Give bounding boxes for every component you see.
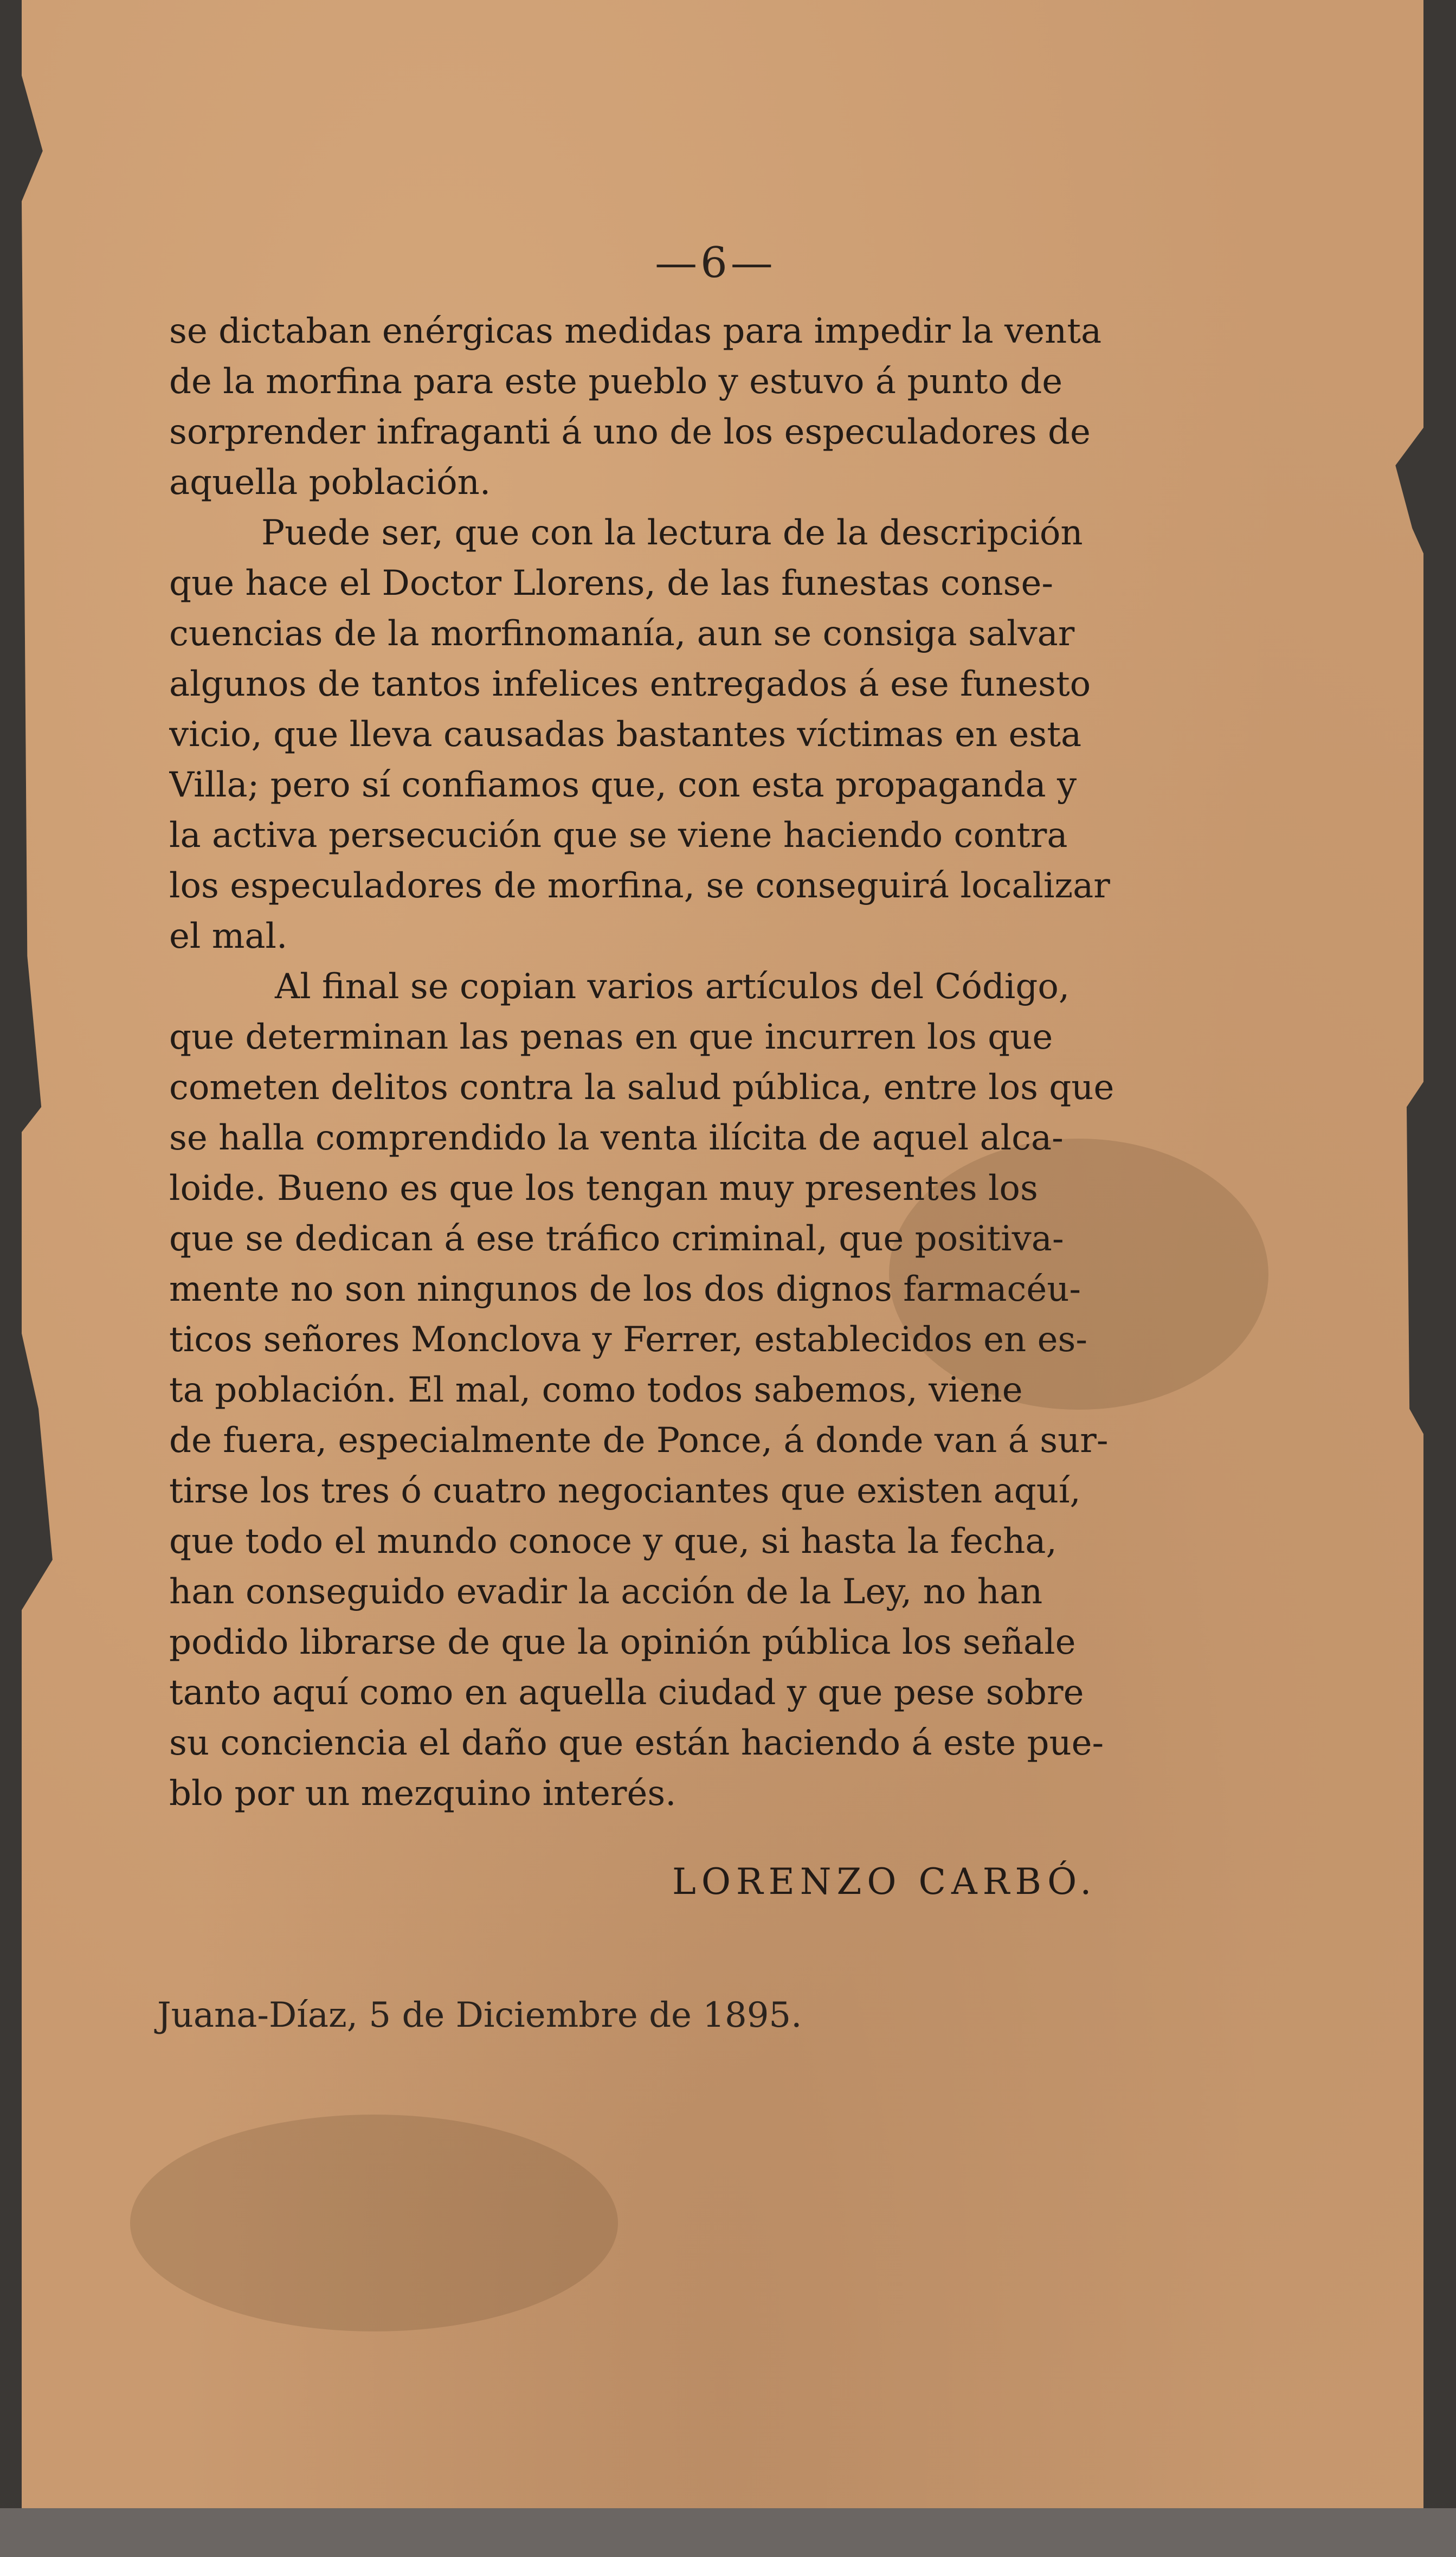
text-line: se dictaban enérgicas medidas para impedir la venta [169,311,1102,351]
text-line: su conciencia el daño que están haciendo á este pue- [169,1723,1104,1763]
text-line: que determinan las penas en que incurren los que [169,1017,1053,1057]
text-line: la activa persecución que se viene haciendo contra [169,815,1068,856]
page-number: —6— [655,239,776,287]
text-line: los especuladores de morfina, se conseguirá localizar [169,866,1110,906]
text-line: loide. Bueno es que los tengan muy presentes los [169,1168,1038,1209]
text-line: Puede ser, que con la lectura de la descripción [261,513,1083,553]
text-line: algunos de tantos infelices entregados á ese funesto [169,664,1091,704]
text-line: que hace el Doctor Llorens, de las funestas conse- [169,563,1053,603]
text-line: tanto aquí como en aquella ciudad y que pese sobre [169,1673,1084,1713]
text-line: aquella población. [169,462,491,503]
text-line: que todo el mundo conoce y que, si hasta la fecha, [169,1521,1057,1562]
body-text [169,306,1280,1819]
text-line: el mal. [169,916,288,956]
text-line: cometen delitos contra la salud pública, entre los que [169,1068,1114,1108]
text-line: de fuera, especialmente de Ponce, á donde van á sur- [169,1421,1109,1461]
text-line: que se dedican á ese tráfico criminal, que positiva- [169,1219,1064,1259]
text-line: de la morfina para este pueblo y estuvo á punto de [169,362,1063,402]
text-line: ticos señores Monclova y Ferrer, establecidos en es- [169,1320,1087,1360]
text-line: blo por un mezquino interés. [169,1774,677,1814]
signature: LORENZO CARBÓ. [672,1861,1097,1903]
text-line: han conseguido evadir la acción de la Ley, no han [169,1572,1043,1612]
paper-stain [130,2115,618,2331]
text-line: tirse los tres ó cuatro negociantes que existen aquí, [169,1471,1081,1511]
text-line: mente no son ningunos de los dos dignos farmacéu- [169,1269,1081,1309]
text-line: cuencias de la morfinomanía, aun se consiga salvar [169,614,1075,654]
dateline: Juana-Díaz, 5 de Diciembre de 1895. [157,1995,802,2035]
text-line: Villa; pero sí confiamos que, con esta propaganda y [169,765,1077,805]
text-line: sorprender infraganti á uno de los especuladores de [169,412,1091,452]
text-line: vicio, que lleva causadas bastantes víctimas en esta [169,715,1082,755]
text-line: ta población. El mal, como todos sabemos, viene [169,1370,1023,1410]
scan-bottom-edge [0,2508,1456,2557]
text-line: se halla comprendido la venta ilícita de aquel alca- [169,1118,1064,1158]
text-line: Al final se copian varios artículos del Código, [275,967,1070,1007]
text-line: podido librarse de que la opinión pública los señale [169,1622,1076,1662]
